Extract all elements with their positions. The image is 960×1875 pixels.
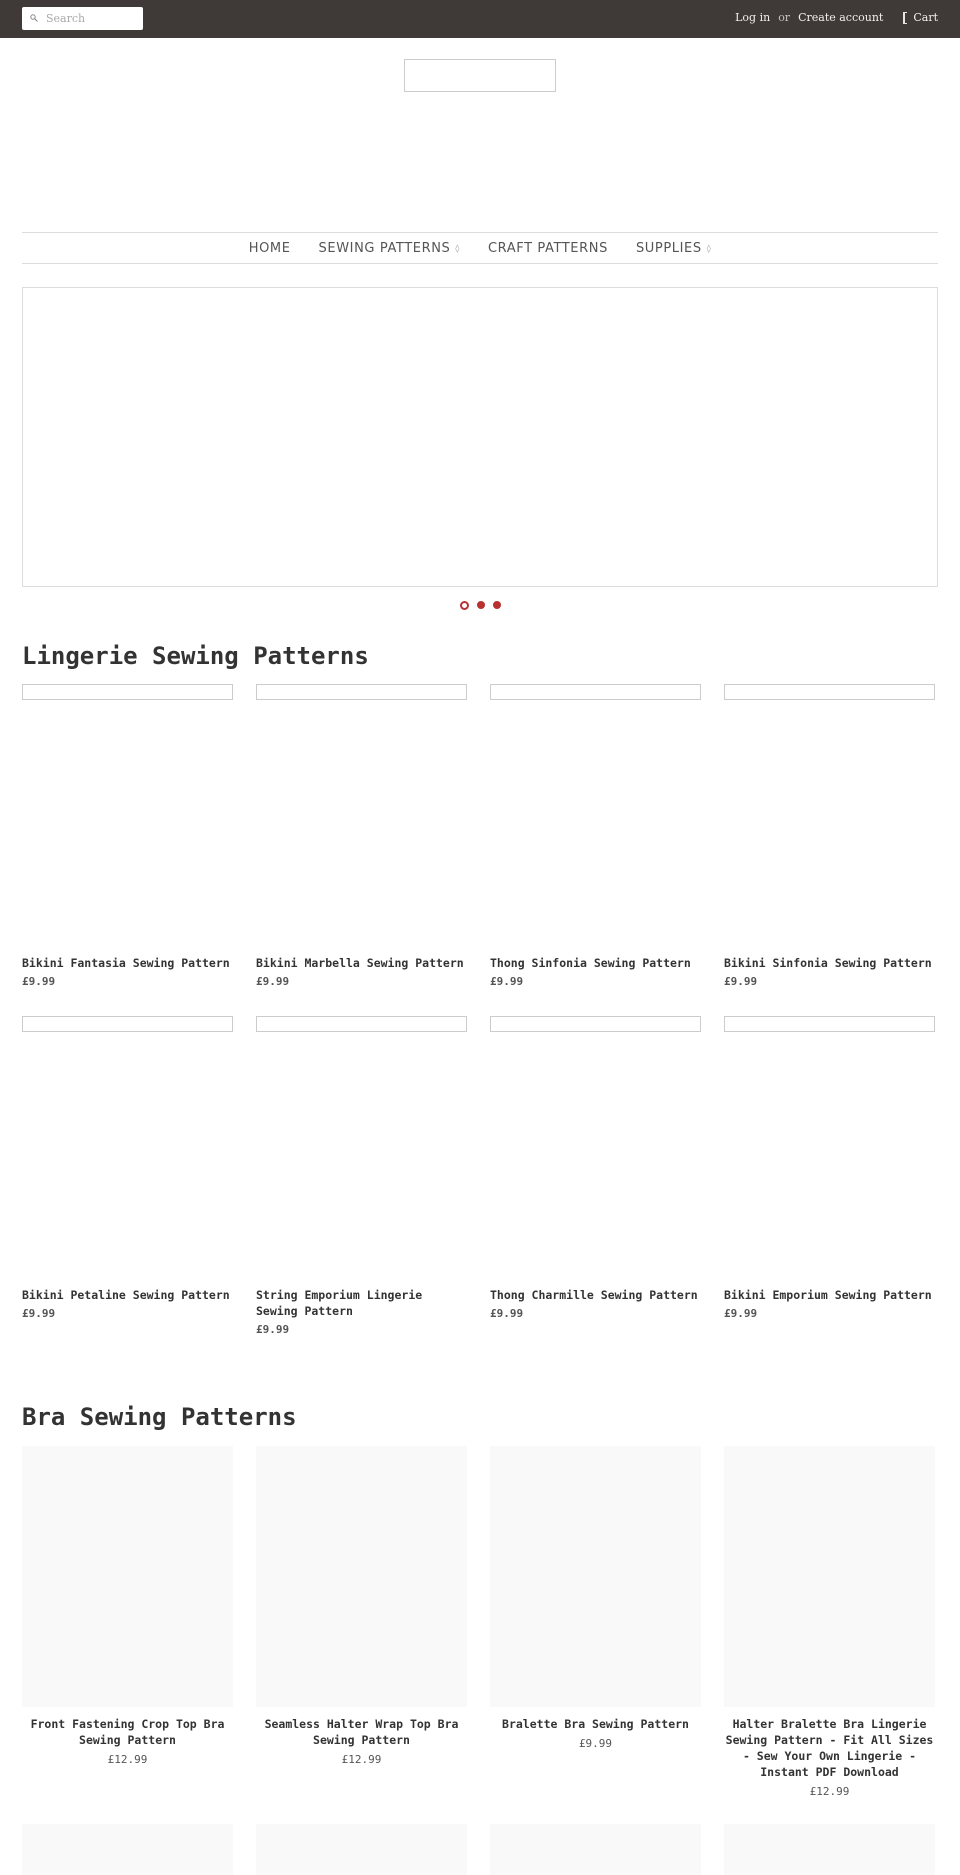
- product-card[interactable]: [256, 1446, 467, 1798]
- product-image[interactable]: [256, 684, 467, 700]
- bra-grid: [22, 1446, 938, 1798]
- product-price: £9.99: [256, 975, 290, 988]
- product-name[interactable]: Seamless Halter Wrap Top Bra Sewing Pattern: [264, 1717, 459, 1747]
- product-price: £12.99: [341, 1753, 382, 1766]
- lingerie-grid-row-1: [22, 684, 938, 988]
- product-card[interactable]: [490, 1016, 701, 1320]
- product-price: £12.99: [107, 1753, 148, 1766]
- product-image[interactable]: [256, 1824, 467, 1875]
- product-card[interactable]: [490, 684, 701, 988]
- product-price: £9.99: [256, 1323, 290, 1336]
- slider-dot-2[interactable]: [477, 601, 485, 609]
- product-name[interactable]: Thong Charmille Sewing Pattern £9.99: [490, 1287, 701, 1322]
- hero-slider[interactable]: [22, 287, 938, 587]
- nav-item-supplies[interactable]: SUPPLIES ◊: [635, 240, 712, 256]
- product-image[interactable]: [490, 684, 701, 700]
- product-price: £9.99: [724, 1307, 758, 1320]
- caret-icon: ◊: [706, 243, 712, 253]
- product-card[interactable]: [490, 1446, 701, 1798]
- product-image[interactable]: [22, 1016, 233, 1032]
- product-image[interactable]: [22, 1824, 233, 1875]
- product-name[interactable]: Bikini Fantasia Sewing Pattern £9.99: [22, 955, 233, 990]
- logo[interactable]: [404, 59, 556, 92]
- product-image[interactable]: [490, 1824, 701, 1875]
- product-name[interactable]: String Emporium Lingerie Sewing Pattern £9.99: [256, 1287, 467, 1338]
- account-links: [735, 11, 938, 24]
- product-name[interactable]: Bikini Marbella Sewing Pattern £9.99: [256, 955, 467, 990]
- product-card[interactable]: [256, 1824, 467, 1875]
- product-name[interactable]: Halter Bralette Bra Lingerie Sewing Pattern - Fit All Sizes - Sew Your Own Lingerie - Instant PDF Download: [725, 1717, 934, 1779]
- product-image[interactable]: [724, 1016, 935, 1032]
- nav-item-home[interactable]: HOME: [248, 240, 291, 256]
- product-card[interactable]: [490, 1824, 701, 1875]
- product-image[interactable]: [724, 1824, 935, 1875]
- lingerie-section-title: Lingerie Sewing Patterns: [22, 642, 369, 670]
- login-link[interactable]: Log in: [735, 11, 771, 24]
- product-card[interactable]: [724, 1016, 935, 1320]
- product-name[interactable]: Bikini Emporium Sewing Pattern £9.99: [724, 1287, 935, 1322]
- product-card[interactable]: [22, 1824, 233, 1875]
- product-name[interactable]: Bikini Sinfonia Sewing Pattern £9.99: [724, 955, 935, 990]
- product-card[interactable]: [22, 684, 233, 988]
- slider-dot-1[interactable]: [460, 601, 469, 610]
- product-image[interactable]: [490, 1446, 701, 1707]
- product-price: £9.99: [22, 975, 56, 988]
- product-name[interactable]: Bikini Petaline Sewing Pattern £9.99: [22, 1287, 233, 1322]
- product-image[interactable]: [724, 1446, 935, 1707]
- caret-icon: ◊: [455, 243, 460, 253]
- create-account-link[interactable]: Create account: [798, 11, 884, 24]
- product-card[interactable]: [22, 1016, 233, 1320]
- product-image[interactable]: [490, 1016, 701, 1032]
- product-card[interactable]: [256, 1016, 467, 1336]
- product-image[interactable]: [724, 684, 935, 700]
- nav-item-craft-patterns[interactable]: CRAFT PATTERNS: [487, 240, 608, 256]
- main-nav: [22, 232, 938, 264]
- product-card[interactable]: [256, 684, 467, 988]
- search-icon[interactable]: [30, 14, 38, 22]
- product-card[interactable]: [724, 684, 935, 988]
- product-price: £9.99: [490, 1307, 524, 1320]
- cart-link[interactable]: Cart: [913, 11, 938, 24]
- product-price: £12.99: [809, 1785, 850, 1798]
- product-card[interactable]: [724, 1446, 935, 1798]
- top-bar: [0, 0, 960, 38]
- product-name[interactable]: Front Fastening Crop Top Bra Sewing Pattern: [30, 1717, 225, 1747]
- product-name[interactable]: Thong Sinfonia Sewing Pattern £9.99: [490, 955, 701, 990]
- nav-item-sewing-patterns[interactable]: SEWING PATTERNS ◊: [318, 240, 460, 256]
- search-box[interactable]: [22, 7, 143, 30]
- slider-dot-3[interactable]: [493, 601, 501, 609]
- product-price: £9.99: [724, 975, 758, 988]
- lingerie-grid-row-2: [22, 1016, 938, 1336]
- search-input[interactable]: [46, 9, 140, 27]
- product-image[interactable]: [256, 1446, 467, 1707]
- product-image[interactable]: [256, 1016, 467, 1032]
- bra-section-title: Bra Sewing Patterns: [22, 1403, 297, 1431]
- or-text: or: [778, 11, 791, 24]
- product-image[interactable]: [22, 1446, 233, 1707]
- slider-dots: [0, 601, 960, 610]
- product-card[interactable]: [724, 1824, 935, 1875]
- product-card[interactable]: [22, 1446, 233, 1798]
- product-price: £9.99: [578, 1737, 613, 1750]
- product-image[interactable]: [22, 684, 233, 700]
- bra-grid-row-2: [22, 1824, 938, 1875]
- product-price: £9.99: [22, 1307, 56, 1320]
- product-price: £9.99: [490, 975, 524, 988]
- cart-icon[interactable]: [903, 12, 907, 24]
- product-name[interactable]: Bralette Bra Sewing Pattern: [502, 1717, 689, 1731]
